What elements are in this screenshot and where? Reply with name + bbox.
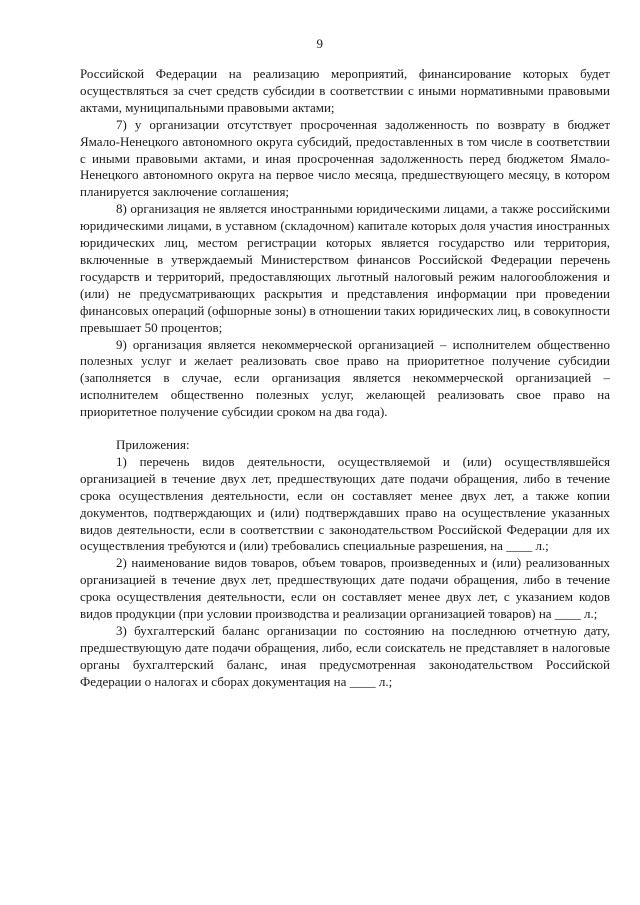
- appendix-item-3: 3) бухгалтерский баланс организации по состоянию на последнюю отчетную дату, предшествующую дате подачи обращения, либо, если соискатель не представляет в налоговые органы бухгалтерский баланс, иная предусмотренная законодательством Российской Федерации о налогах и сборах документация на ____ л.;: [80, 623, 610, 689]
- section-spacer: [80, 421, 610, 437]
- paragraph-item-7: 7) у организации отсутствует просроченная задолженность по возврату в бюджет Ямало-Ненецкого автономного округа субсидий, предоставленных в том числе в соответствии с иными правовыми актами, и иная просроченная задолженность перед бюджетом Ямало-Ненецкого автономного округа на первое число месяца, предшествующего месяцу, в котором планируется заключение соглашения;: [80, 116, 610, 200]
- appendix-item-1: 1) перечень видов деятельности, осуществляемой и (или) осуществлявшейся организацией в течение двух лет, предшествующих дате подачи обращения, либо в течение срока осуществления деятельности, если он составляет менее двух лет, а также копии документов, подтверждающих и (или) подтверждавших право на осуществление указанных видов деятельности, если в соответствии с законодательством Российской Федерации для их осуществления требуются и (или) требовались специальные разрешения, на ____ л.;: [80, 453, 610, 554]
- document-body: [80, 66, 610, 691]
- paragraph-item-9: 9) организация является некоммерческой организацией – исполнителем общественно полезных услуг и желает реализовать свое право на приоритетное получение субсидии (заполняется в случае, если организация является некоммерческой организацией – исполнителем общественно полезных услуг, желающей реализовать свое право на приоритетное получение субсидии сроком на два года).: [80, 336, 610, 420]
- page-number: 9: [316, 36, 324, 51]
- appendix-heading: Приложения:: [116, 437, 190, 453]
- paragraph-item-8: 8) организация не является иностранными юридическими лицами, а также российскими юридическими лицами, в уставном (складочном) капитале которых доля участия иностранных юридических лиц, местом регистрации которых является государство или территория, включенные в утверждаемый Министерством финансов Российской Федерации перечень государств и территорий, предоставляющих льготный налоговый режим налогообложения и (или) не предусматривающих раскрытия и представления информации при проведении финансовых операций (офшорные зоны) в отношении таких юридических лиц, в совокупности превышает 50 процентов;: [80, 201, 610, 335]
- paragraph-continuation: Российской Федерации на реализацию мероприятий, финансирование которых будет осуществляться за счет средств субсидии в соответствии с иными нормативными правовыми актами, муниципальными правовыми актами;: [80, 66, 610, 115]
- appendix-item-2: 2) наименование видов товаров, объем товаров, произведенных и (или) реализованных организацией в течение двух лет, предшествующих дате подачи обращения, либо в течение срока осуществления деятельности, если он составляет менее двух лет, с указанием кодов видов продукции (при условии производства и реализации организацией товаров) на ____ л.;: [80, 555, 610, 622]
